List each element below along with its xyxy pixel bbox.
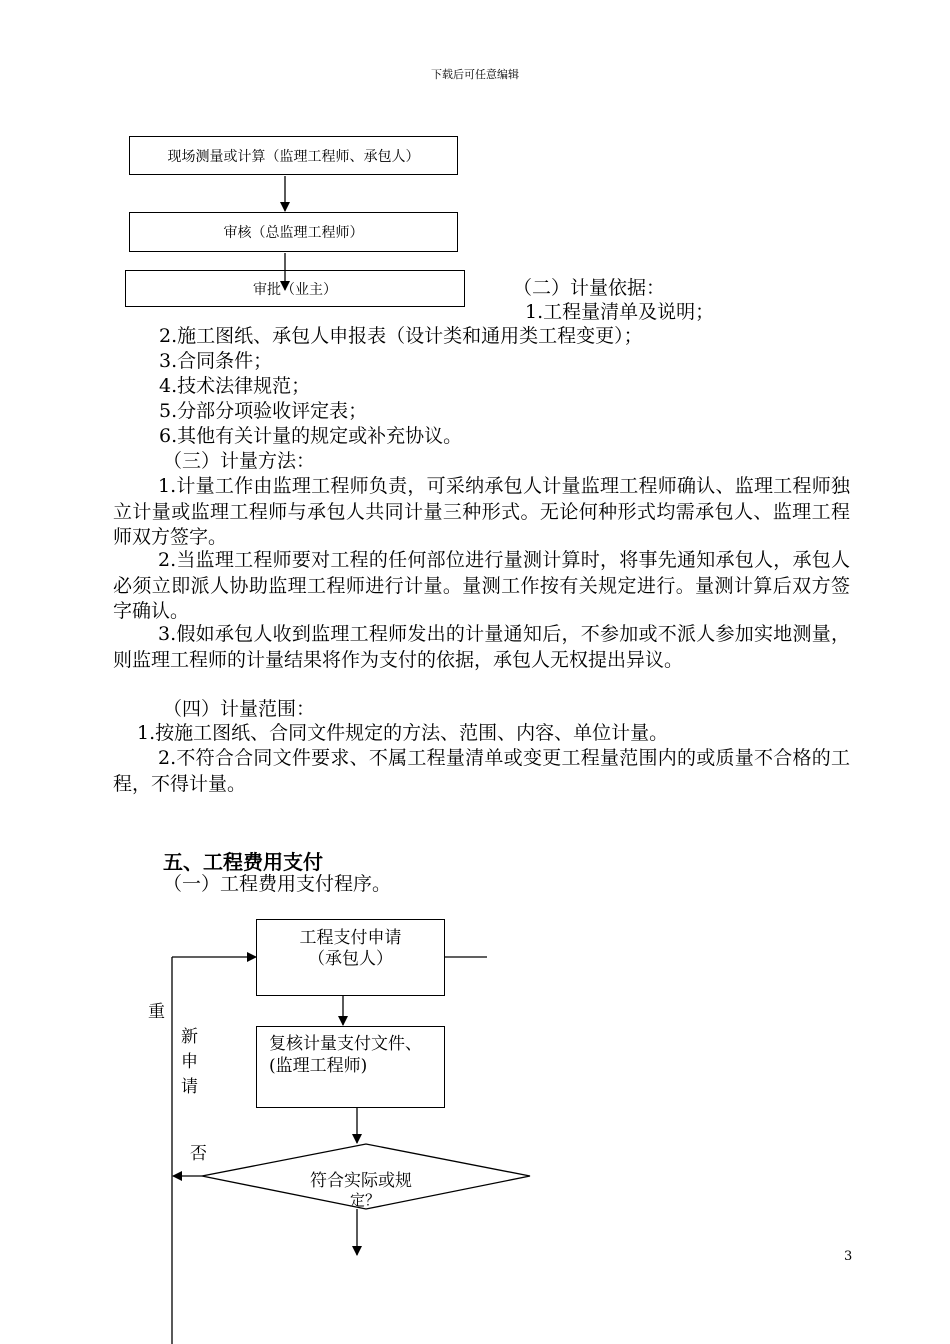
basis-item-6: 6.其他有关计量的规定或补充协议。 [159,425,463,447]
resubmit-label-chong: 重 [148,1002,165,1022]
recheck-line2: (监理工程师) [269,1056,368,1076]
basis-item-3: 3.合同条件； [159,350,273,372]
basis-item-1: 1.工程量清单及说明； [525,301,715,323]
recheck-line1: 复核计量支付文件、 [269,1034,422,1054]
scope-item-1: 1.按施工图纸、合同文件规定的方法、范围、内容、单位计量。 [137,722,669,744]
method-paragraph-3: 3.假如承包人收到监理工程师发出的计量通知后，不参加或不派人参加实地测量，则监理工程师的计量结果将作为支付的依据，承包人无权提出异议。 [113,623,850,671]
flow-box-review-label: 审核（总监理工程师） [223,225,364,241]
method-paragraph-2: 2.当监理工程师要对工程的任何部位进行量测计算时，将事先通知承包人，承包人必须立即派人协助监理工程师进行计量。量测工作按有关规定进行。量测计算后双方签字确认。 [113,549,850,622]
section-title: 五、工程费用支付 [163,850,323,874]
payment-application-line1: 工程支付申请 [299,928,402,948]
payment-application-line2: （承包人） [308,949,393,969]
page-number: 3 [844,1249,853,1264]
basis-item-4: 4.技术法律规范； [159,375,311,397]
flow-box-payment-application [256,919,445,996]
resubmit-label-xin: 新 [181,1027,198,1047]
flow-box-measure-label: 现场测量或计算（监理工程师、承包人） [167,148,420,165]
header-note: 下载后可任意编辑 [431,68,519,81]
method-heading: （三）计量方法： [163,450,316,472]
decision-text-line2: 定？ [350,1191,381,1209]
resubmit-label-qing: 请 [181,1077,198,1097]
basis-heading: （二）计量依据： [513,277,666,299]
basis-item-5: 5.分部分项验收评定表； [159,400,368,422]
decision-no-label: 否 [190,1144,207,1164]
scope-heading: （四）计量范围： [163,698,316,720]
flow-box-approve-label: 审批（业主） [253,281,337,298]
section-subtitle: （一）工程费用支付程序。 [163,873,392,895]
flow-box-recheck [256,1026,445,1108]
scope-item-2: 2.不符合合同文件要求、不属工程量清单或变更工程量范围内的或质量不合格的工程，不得计量。 [113,747,850,795]
basis-item-2: 2.施工图纸、承包人申报表（设计类和通用类工程变更）； [159,325,643,347]
method-paragraph-1: 1.计量工作由监理工程师负责，可采纳承包人计量监理工程师确认、监理工程师独立计量或监理工程师与承包人共同计量三种形式。无论何种形式均需承包人、监理工程师双方签字。 [113,475,850,548]
decision-text-line1: 符合实际或规 [310,1171,412,1191]
resubmit-label-shen: 申 [181,1052,198,1072]
